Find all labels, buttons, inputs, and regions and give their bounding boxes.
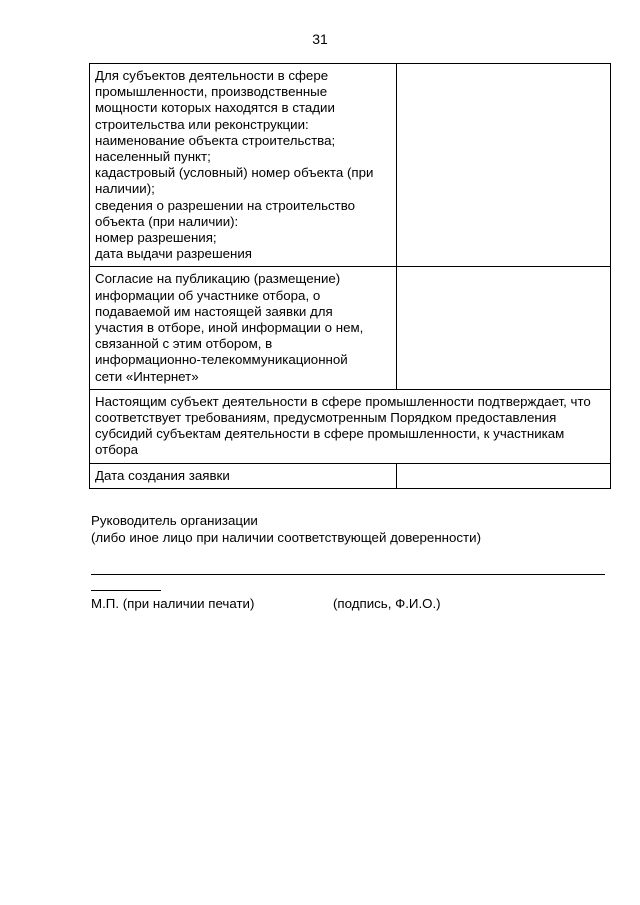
table-row-publication-consent [90, 267, 611, 389]
stamp-label: М.П. (при наличии печати) [91, 596, 255, 611]
signature-label: (подпись, Ф.И.О.) [333, 596, 441, 611]
text-line: подаваемой им настоящей заявки для [95, 303, 333, 319]
text-line: номер разрешения; [95, 230, 217, 246]
creation-date-label-cell [90, 463, 397, 488]
head-note: (либо иное лицо при наличии соответствующей доверенности) [91, 530, 481, 545]
text-line: информации об участнике отбора, о [95, 287, 321, 303]
creation-date-value-cell[interactable] [397, 463, 611, 488]
stamp-line [91, 590, 161, 591]
signature-block [91, 512, 610, 546]
publication-consent-label [95, 271, 392, 384]
construction-info-label-cell [90, 64, 397, 267]
signature-line [91, 574, 605, 575]
text-line: наименование объекта строительства; [95, 132, 336, 148]
table-row-creation-date [90, 463, 611, 488]
creation-date-label: Дата создания заявки [95, 467, 230, 483]
text-line: промышленности, производственные [95, 84, 328, 100]
text-line: участия в отборе, иной информации о нем, [95, 320, 364, 336]
page-number: 31 [312, 31, 328, 47]
text-line: мощности которых находятся в стадии [95, 100, 335, 116]
publication-consent-label-cell [90, 267, 397, 389]
confirmation-text: Настоящим субъект деятельности в сфере промышленности подтверждает, что соответствует требованиям, предусмотренным Порядком предоставления субсидий субъектам деятельности в сфере промышленности, к участникам отбора [95, 393, 591, 458]
head-title: Руководитель организации [91, 513, 258, 528]
confirmation-cell [90, 389, 611, 463]
text-line: дата выдачи разрешения [95, 246, 252, 262]
text-line: информационно-телекоммуникационной [95, 352, 348, 368]
table-row-construction-info [90, 64, 611, 267]
text-line: населенный пункт; [95, 149, 211, 165]
text-line: Для субъектов деятельности в сфере [95, 68, 329, 83]
text-line: сведения о разрешении на строительство [95, 197, 356, 213]
text-line: объекта (при наличии): [95, 213, 239, 229]
construction-info-label [95, 68, 392, 262]
text-line: кадастровый (условный) номер объекта (при [95, 165, 374, 181]
table-row-confirmation [90, 389, 611, 463]
text-line: наличии); [95, 181, 155, 197]
text-line: связанной с этим отбором, в [95, 336, 273, 352]
text-line: строительства или реконструкции: [95, 116, 309, 132]
text-line: сети «Интернет» [95, 368, 199, 384]
publication-consent-value-cell[interactable] [397, 267, 611, 389]
construction-info-value-cell[interactable] [397, 64, 611, 267]
text-line: Согласие на публикацию (размещение) [95, 271, 341, 287]
application-form-table [89, 63, 611, 489]
